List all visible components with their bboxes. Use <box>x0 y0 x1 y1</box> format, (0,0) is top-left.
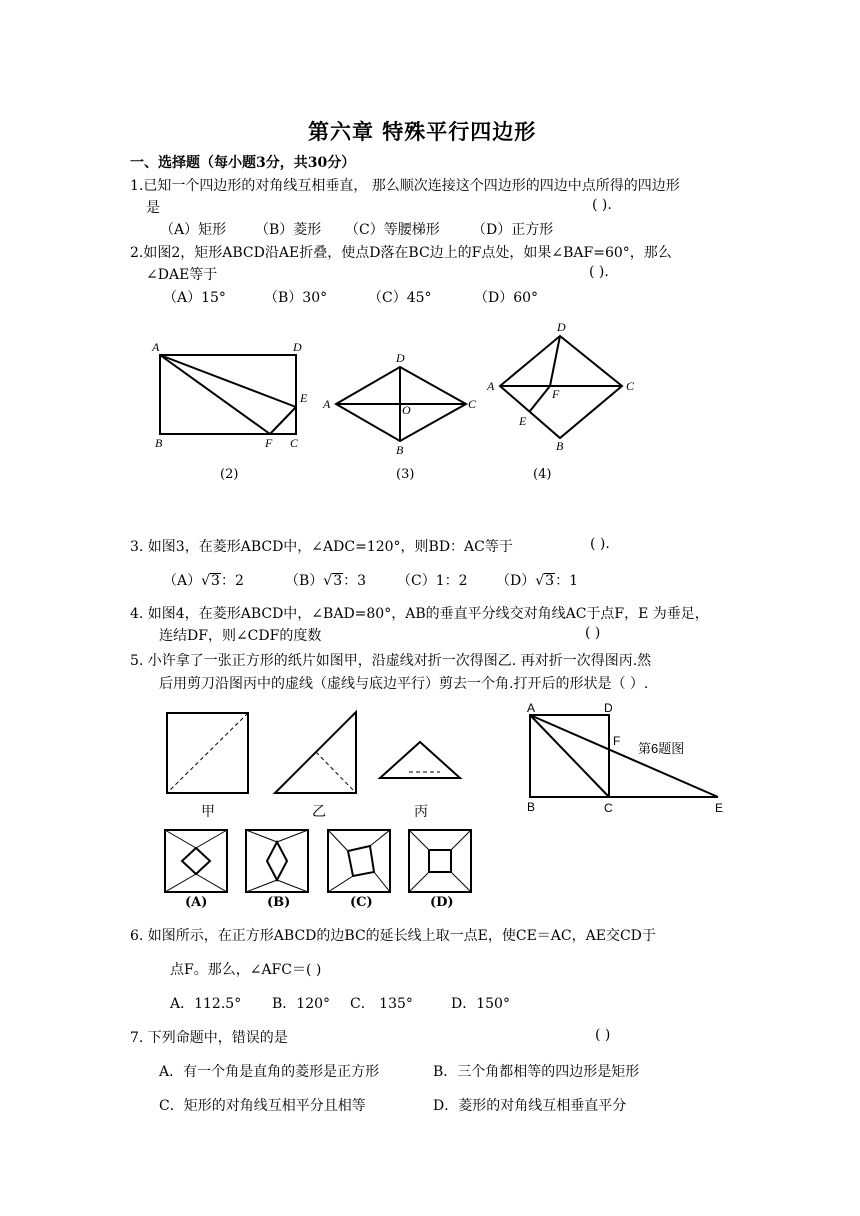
q2-option-a: （A）15° <box>163 290 226 306</box>
q6-option-b: B．120° <box>272 996 331 1012</box>
fig3-label-o: O <box>402 403 411 417</box>
fig4-label-b: B <box>556 439 564 453</box>
fig3-label-b: B <box>396 443 404 457</box>
fig3-label-a: A <box>323 397 331 411</box>
q1-option-b: （B）菱形 <box>255 222 322 238</box>
q3-option-a: （A）√3：2 <box>163 573 244 589</box>
section-heading: 一、选择题（每小题3分，共30分） <box>130 155 356 171</box>
q3-line1: 3. 如图3，在菱形ABCD中，∠ADC=120°，则BD：AC等于 <box>130 539 513 555</box>
q1-option-d: （D）正方形 <box>472 222 554 238</box>
q7-line1: 7. 下列命题中，错误的是 <box>130 1030 288 1046</box>
fig6-label-c: C <box>604 801 613 815</box>
fig4-label-c: C <box>626 379 635 393</box>
fig2-label-a: A <box>152 340 160 354</box>
q3-answer-paren: ( ). <box>590 536 610 552</box>
fig6-caption: 第6题图 <box>638 741 685 756</box>
q4-answer-paren: ( ) <box>585 625 601 641</box>
q2-line2: ∠DAE等于 <box>146 267 218 283</box>
q2-answer-paren: ( ). <box>589 264 609 280</box>
q5-answer-d-label: (D) <box>430 895 454 910</box>
fig3-caption: (3) <box>396 467 415 482</box>
q6-option-c: C． 135° <box>350 996 413 1012</box>
page-title: 第六章 特殊平行四边形 <box>308 120 537 144</box>
q5-answer-a-label: (A) <box>185 895 208 910</box>
q2-line1: 2.如图2，矩形ABCD沿AE折叠，使点D落在BC边上的F点处，如果∠BAF=60°，那么 <box>130 245 672 261</box>
fig2-label-d: D <box>293 340 302 354</box>
q7-option-b: B．三个角都相等的四边形是矩形 <box>433 1064 640 1080</box>
q5-fig-label-bing: 丙 <box>414 804 428 820</box>
fig6-label-e: E <box>715 801 724 815</box>
q1-option-c: （C）等腰梯形 <box>345 222 440 238</box>
q6-line1: 6. 如图所示，在正方形ABCD的边BC的延长线上取一点E，使CE＝AC，AE交CD于 <box>130 928 656 944</box>
q6-option-d: D．150° <box>451 996 510 1012</box>
q7-option-a: A．有一个角是直角的菱形是正方形 <box>159 1064 380 1080</box>
fig4-caption: (4) <box>533 467 552 482</box>
q2-option-c: （C）45° <box>368 290 432 306</box>
q5-answer-c-label: (C) <box>350 895 373 910</box>
q5-line2: 后用剪刀沿图丙中的虚线（虚线与底边平行）剪去一个角.打开后的形状是（ ）. <box>159 676 649 692</box>
q2-option-d: （D）60° <box>474 290 539 306</box>
fig2-label-c: C <box>290 436 299 450</box>
q3-option-c: （C）1：2 <box>397 573 468 589</box>
fig2-caption: (2) <box>220 467 239 482</box>
fig6-label-f: F <box>613 734 621 748</box>
fig6-label-a: A <box>527 701 536 715</box>
q5-fig-label-yi: 乙 <box>312 804 326 820</box>
fig2-label-e: E <box>300 391 308 405</box>
fig6-label-d: D <box>604 701 613 715</box>
q6-line2: 点F。那么，∠AFC＝( ) <box>170 962 322 978</box>
q6-option-a: A．112.5° <box>170 996 242 1012</box>
q3-option-d: （D）√3：1 <box>496 573 578 589</box>
fig2-label-b: B <box>155 436 163 450</box>
q7-answer-paren: ( ) <box>595 1027 611 1043</box>
q7-option-d: D．菱形的对角线互相垂直平分 <box>433 1098 627 1114</box>
q1-answer-paren: ( ). <box>592 197 612 213</box>
q5-fig-label-jia: 甲 <box>201 804 215 820</box>
fig3-label-d: D <box>396 351 405 365</box>
q5-line1: 5. 小许拿了一张正方形的纸片如图甲，沿虚线对折一次得图乙. 再对折一次得图丙.然 <box>130 653 652 669</box>
q2-option-b: （B）30° <box>264 290 328 306</box>
fig2-label-f: F <box>265 436 273 450</box>
fig4-label-f: F <box>552 387 560 401</box>
fig3-label-c: C <box>468 397 477 411</box>
q5-answer-b-label: (B) <box>267 895 291 910</box>
q1-option-a: （A）矩形 <box>160 222 227 238</box>
fig6-label-b: B <box>527 800 536 814</box>
q4-line1: 4. 如图4，在菱形ABCD中，∠BAD=80°，AB的垂直平分线交对角线AC于点F，E 为垂足， <box>130 606 709 622</box>
fig4-label-e: E <box>519 414 527 428</box>
q1-line2: 是 <box>146 200 160 216</box>
fig4-label-a: A <box>487 379 495 393</box>
q7-option-c: C．矩形的对角线互相平分且相等 <box>159 1098 366 1114</box>
q4-line2: 连结DF，则∠CDF的度数 <box>159 628 322 644</box>
q3-option-b: （B）√3：3 <box>285 573 367 589</box>
fig4-label-d: D <box>557 320 566 334</box>
q1-line1: 1.已知一个四边形的对角线互相垂直， 那么顺次连接这个四边形的四边中点所得的四边形 <box>130 178 680 194</box>
